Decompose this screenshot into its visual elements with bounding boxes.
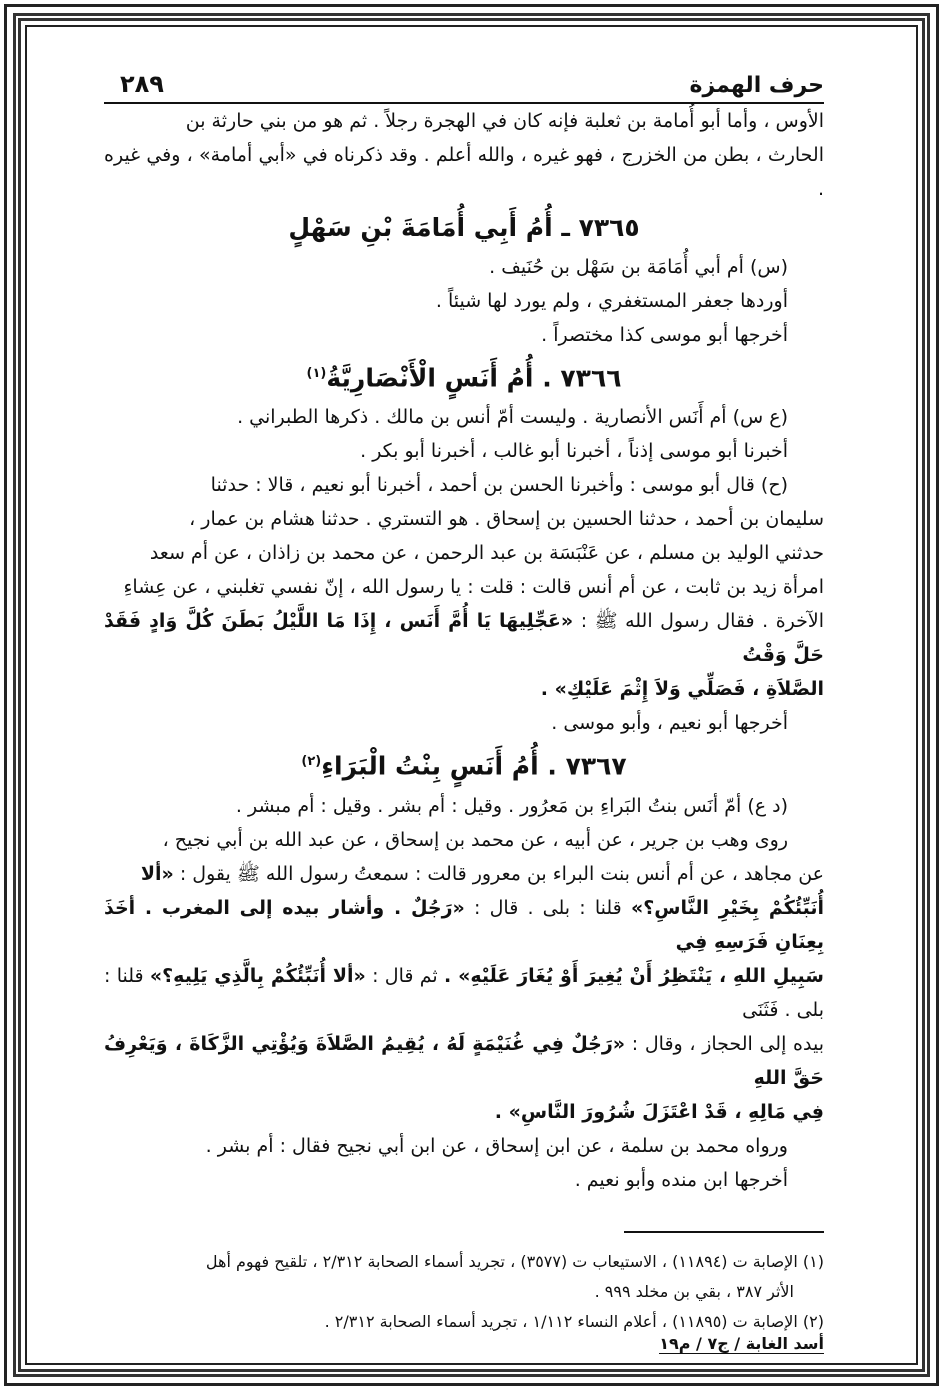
hadith-text: أُنَبِّئُكُمْ بِخَيْرِ النَّاسِ؟» [630, 896, 825, 919]
text-span: الآخرة . فقال رسول الله ﷺ : [580, 610, 824, 633]
hadith-text: سَبِيلِ اللهِ ، يَنْتَظِرُ أَنْ يُغِيرَ أَوْ يُغَارَ عَلَيْهِ» . [443, 964, 824, 987]
text-span: قلنا : بلى . فَثَنَى [104, 964, 824, 1021]
text-line: أخرجها أبو موسى كذا مختصراً . [541, 324, 788, 346]
entry-heading-7367 [104, 740, 824, 788]
text-line: روى وهب بن جرير ، عن أبيه ، عن محمد بن إسحاق ، عن عبد الله بن أبي نجيح ، [162, 828, 788, 851]
footnote-1: (١) الإصابة ت (١١٨٩٤) ، الاستيعاب ت (٣٥٧٧) ، تجريد أسماء الصحابة ٢/٣١٢ ، تلقيح فهوم أهل [205, 1251, 824, 1271]
running-header [104, 62, 824, 104]
text-line: سليمان بن أحمد ، حدثنا الحسين بن إسحاق . هو التستري . حدثنا هشام بن عمار ، [189, 508, 824, 531]
footnotes [104, 1247, 824, 1337]
text-line: امرأة زيد بن ثابت ، عن أم أنس قالت : قلت : يا رسول الله ، إنّ نفسي تغلبني ، عن عِشاءِ [123, 576, 824, 599]
text-line: الأوس ، وأما أبو أُمامة بن ثعلبة فإنه كان في الهجرة رجلاً . ثم هو من بني حارثة بن [185, 110, 824, 132]
text-line [104, 857, 824, 891]
text-line [104, 959, 824, 1027]
text-line: ورواه محمد بن سلمة ، عن ابن إسحاق ، عن ابن أبي نجيح فقال : أم بشر . [205, 1134, 788, 1157]
page-number: ٢٨٩ [120, 70, 164, 98]
text-line [104, 1027, 824, 1095]
footnote-2: (٢) الإصابة ت (١١٨٩٥) ، أعلام النساء ١/١١٢ ، تجريد أسماء الصحابة ٢/٣١٢ . [324, 1311, 824, 1331]
hadith-text: «رَجُلٌ فِي غُنَيْمَةٍ لَهُ ، يُقِيمُ الصَّلاَةَ وَيُؤْتِي الزَّكَاةَ ، وَيَعْرِفُ حَقَّ اللهِ [104, 1032, 824, 1089]
text-line: أخرجها ابن منده وأبو نعيم . [574, 1168, 788, 1191]
text-line: (ع س) أم أَنَس الأنصارية . وليست أمّ أنس بن مالك . ذكرها الطبراني . [237, 406, 788, 429]
hadith-text: «ألا [140, 862, 174, 885]
text-span: قلنا : بلى . قال : [474, 896, 622, 919]
text-line: أخبرنا أبو موسى إذناً ، أخبرنا أبو غالب ، أخبرنا أبو بكر . [360, 440, 788, 463]
heading-text: ٧٣٦٦ . أُمُ أَنَسٍ الْأَنْصَارِيَّةُ [326, 363, 622, 393]
hadith-text: «ألا أُنَبِّئُكُمْ بِالَّذِي يَلِيهِ؟» [149, 964, 366, 987]
hadith-text: «عَجِّلِيهَا يَا أُمَّ أَنَس ، إِذَا مَا اللَّيْلُ بَطَنَ كُلَّ وَادٍ فَقَدْ حَلَّ وَقْتُ [104, 610, 824, 667]
text-line: (د ع) أمّ أنَس بنتُ البَراءِ بن مَعرُور . وقيل : أم بشر . وقيل : أم مبشر . [235, 794, 788, 817]
hadith-text: «رَجُلٌ . وأشار بيده إلى المغرب . أخَذَ بِعِنَانِ فَرَسِهِ فِي [104, 896, 824, 953]
text-line [104, 604, 824, 672]
footnote-marker: (١) [306, 366, 327, 381]
hadith-text: الصَّلاَةِ ، فَصَلِّي وَلاَ إِثْمَ عَلَيْكِ» . [540, 678, 824, 701]
text-span: بيده إلى الحجاز ، وقال : [631, 1032, 824, 1055]
text-line: (ح) قال أبو موسى : وأخبرنا الحسن بن أحمد ، أخبرنا أبو نعيم ، قالا : حدثنا [210, 474, 788, 497]
text-span: عن مجاهد ، عن أم أنس بنت البراء بن معرور قالت : سمعتُ رسول الله ﷺ يقول : [179, 862, 824, 885]
hadith-text: فِي مَالِهِ ، قَدْ اعْتَزَلَ شُرُورَ النَّاسِ» . [494, 1100, 824, 1123]
text-line: (س) أم أبي أُمَامَة بن سَهْل بن حُنَيف . [489, 256, 788, 278]
entry-heading-7365: ٧٣٦٥ ـ أُمُ أَبِي أُمَامَةَ بْنِ سَهْلٍ [288, 213, 640, 242]
text-line: أخرجها أبو نعيم ، وأبو موسى . [551, 712, 788, 735]
text-line: الحارث ، بطن من الخزرج ، فهو غيره ، والله أعلم . وقد ذكرناه في «أبي أمامة» ، وفي غيره . [104, 144, 824, 200]
footnote-separator [624, 1231, 824, 1233]
entry-heading-7366 [104, 352, 824, 400]
text-line [104, 891, 824, 959]
text-line: أوردها جعفر المستغفري ، ولم يورد لها شيئاً . [435, 290, 788, 312]
heading-text: ٧٣٦٧ . أُمُ أَنَسٍ بِنْتُ الْبَرَاءِ [321, 751, 627, 781]
text-line: حدثني الوليد بن مسلم ، عن عَنْبَسَة بن عبد الرحمن ، عن محمد بن زاذان ، عن أم سعد [149, 542, 824, 565]
text-span: ثم قال : [372, 964, 438, 987]
footnote-1-continued: الأثر ٣٨٧ ، بقي بن مخلد ٩٩٩ . [594, 1281, 794, 1301]
footnote-marker: (٢) [301, 754, 322, 770]
printer-signature: أسد الغابة / ج٧ / م١٩ [659, 1334, 824, 1353]
book-page [104, 62, 824, 1362]
chapter-title: حرف الهمزة [689, 73, 824, 98]
